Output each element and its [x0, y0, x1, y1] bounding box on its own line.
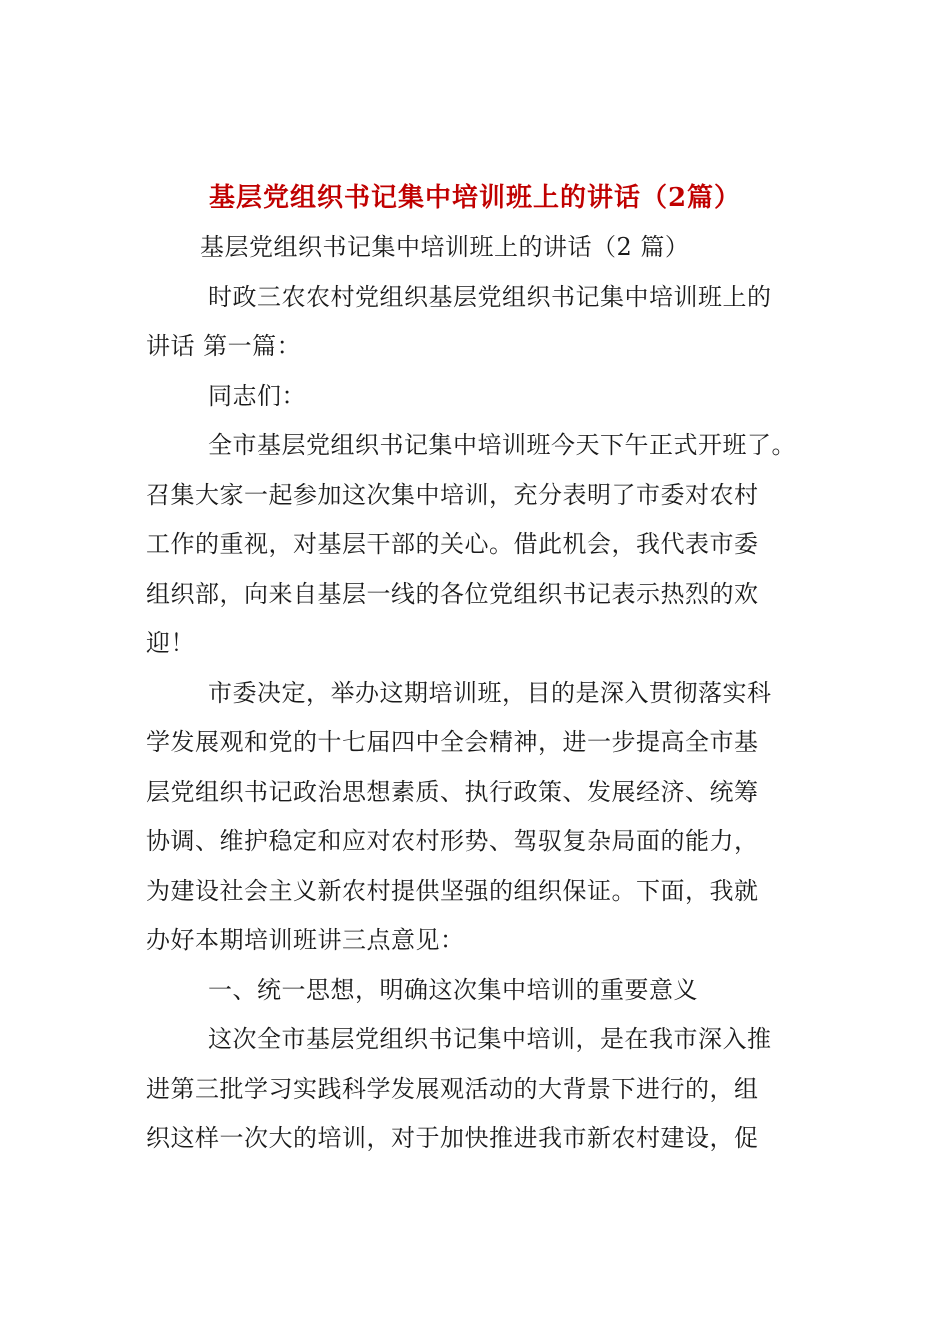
text-line: 全市基层党组织书记集中培训班今天下午正式开班了。 [208, 431, 796, 459]
text-line: 为建设社会主义新农村提供坚强的组织保证。下面，我就 [146, 876, 759, 905]
text-line: 这次全市基层党组织书记集中培训，是在我市深入推 [208, 1025, 772, 1053]
text-line: 织这样一次大的培训，对于加快推进我市新农村建设，促 [146, 1124, 759, 1152]
subtitle-line: 基层党组织书记集中培训班上的讲话（2 篇） [200, 233, 690, 261]
salutation-line: 同志们： [208, 381, 306, 410]
text-line: 召集大家一起参加这次集中培训，充分表明了市委对农村 [146, 480, 759, 509]
document-body [146, 223, 816, 1164]
section-heading: 一、统一思想，明确这次集中培训的重要意义 [208, 975, 698, 1004]
text-line: 工作的重视，对基层干部的关心。借此机会，我代表市委 [146, 530, 759, 558]
text-line: 迎！ [146, 629, 195, 657]
text-line: 协调、维护稳定和应对农村形势、驾驭复杂局面的能力， [146, 827, 759, 855]
text-line: 进第三批学习实践科学发展观活动的大背景下进行的，组 [146, 1074, 759, 1103]
text-line: 办好本期培训班讲三点意见： [146, 926, 465, 954]
text-line: 学发展观和党的十七届四中全会精神，进一步提高全市基 [146, 728, 759, 756]
text-line: 层党组织书记政治思想素质、执行政策、发展经济、统筹 [146, 777, 759, 806]
text-line: 讲话 第一篇： [146, 332, 302, 360]
text-line: 组织部，向来自基层一线的各位党组织书记表示热烈的欢 [146, 579, 759, 608]
document-title: 基层党组织书记集中培训班上的讲话（2篇） [208, 183, 742, 213]
text-line: 市委决定，举办这期培训班，目的是深入贯彻落实科 [208, 678, 772, 707]
text-line: 时政三农农村党组织基层党组织书记集中培训班上的 [208, 282, 772, 311]
